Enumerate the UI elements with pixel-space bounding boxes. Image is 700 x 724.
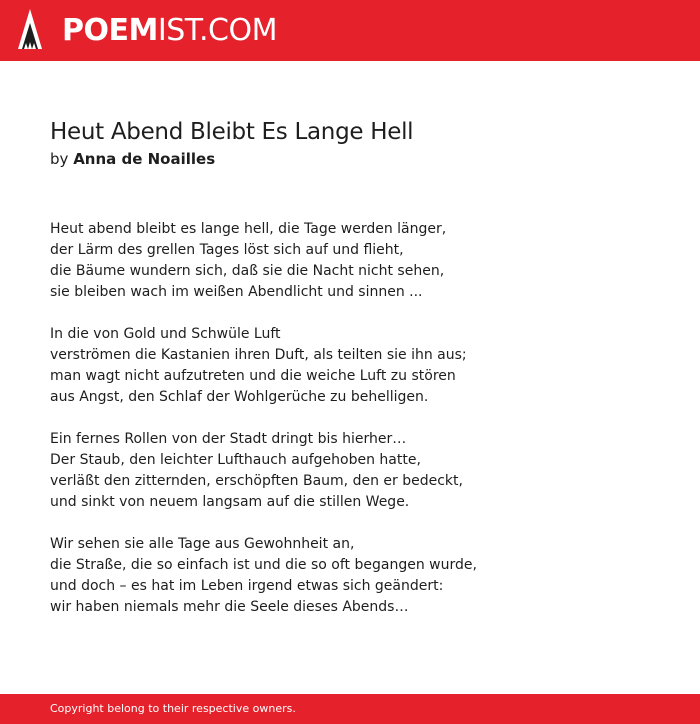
poem-line: wir haben niemals mehr die Seele dieses Abends… (50, 599, 409, 615)
copyright-notice: Copyright belong to their respective owners. (50, 702, 296, 715)
stanza (50, 534, 670, 618)
poem-line: sie bleiben wach im weißen Abendlicht und sinnen ... (50, 284, 423, 300)
poem-line: verströmen die Kastanien ihren Duft, als teilten sie ihn aus; (50, 347, 467, 363)
poem-line: aus Angst, den Schlaf der Wohlgerüche zu behelligen. (50, 389, 429, 405)
stanza (50, 324, 670, 408)
pencil-logo-icon[interactable] (18, 9, 42, 51)
poem-body (50, 219, 670, 639)
stanza (50, 219, 670, 303)
poem-line: und doch – es hat im Leben irgend etwas sich geändert: (50, 578, 444, 594)
poem-line: die Straße, die so einfach ist und die so oft begangen wurde, (50, 557, 477, 573)
poem-byline (50, 149, 215, 169)
stanza (50, 429, 670, 513)
site-footer (0, 694, 700, 724)
poem-title: Heut Abend Bleibt Es Lange Hell (50, 119, 414, 145)
site-logo-link[interactable] (62, 13, 277, 49)
poem-line: Heut abend bleibt es lange hell, die Tage werden länger, (50, 221, 447, 237)
poem-line: Der Staub, den leichter Lufthauch aufgehoben hatte, (50, 452, 421, 468)
logo-light-text: IST.COM (157, 13, 277, 48)
poem-line: Ein fernes Rollen von der Stadt dringt bis hierher… (50, 431, 407, 447)
site-header (0, 0, 700, 61)
by-label: by (50, 150, 69, 168)
poem-line: Wir sehen sie alle Tage aus Gewohnheit an, (50, 536, 355, 552)
logo-bold-text: POEM (62, 13, 158, 48)
author-name: Anna de Noailles (73, 150, 216, 168)
poem-line: In die von Gold und Schwüle Luft (50, 326, 281, 342)
poem-line: und sinkt von neuem langsam auf die stillen Wege. (50, 494, 410, 510)
poem-line: die Bäume wundern sich, daß sie die Nacht nicht sehen, (50, 263, 445, 279)
poem-line: verläßt den zitternden, erschöpften Baum, den er bedeckt, (50, 473, 463, 489)
poem-line: der Lärm des grellen Tages löst sich auf und flieht, (50, 242, 404, 258)
poem-line: man wagt nicht aufzutreten und die weiche Luft zu stören (50, 368, 456, 384)
